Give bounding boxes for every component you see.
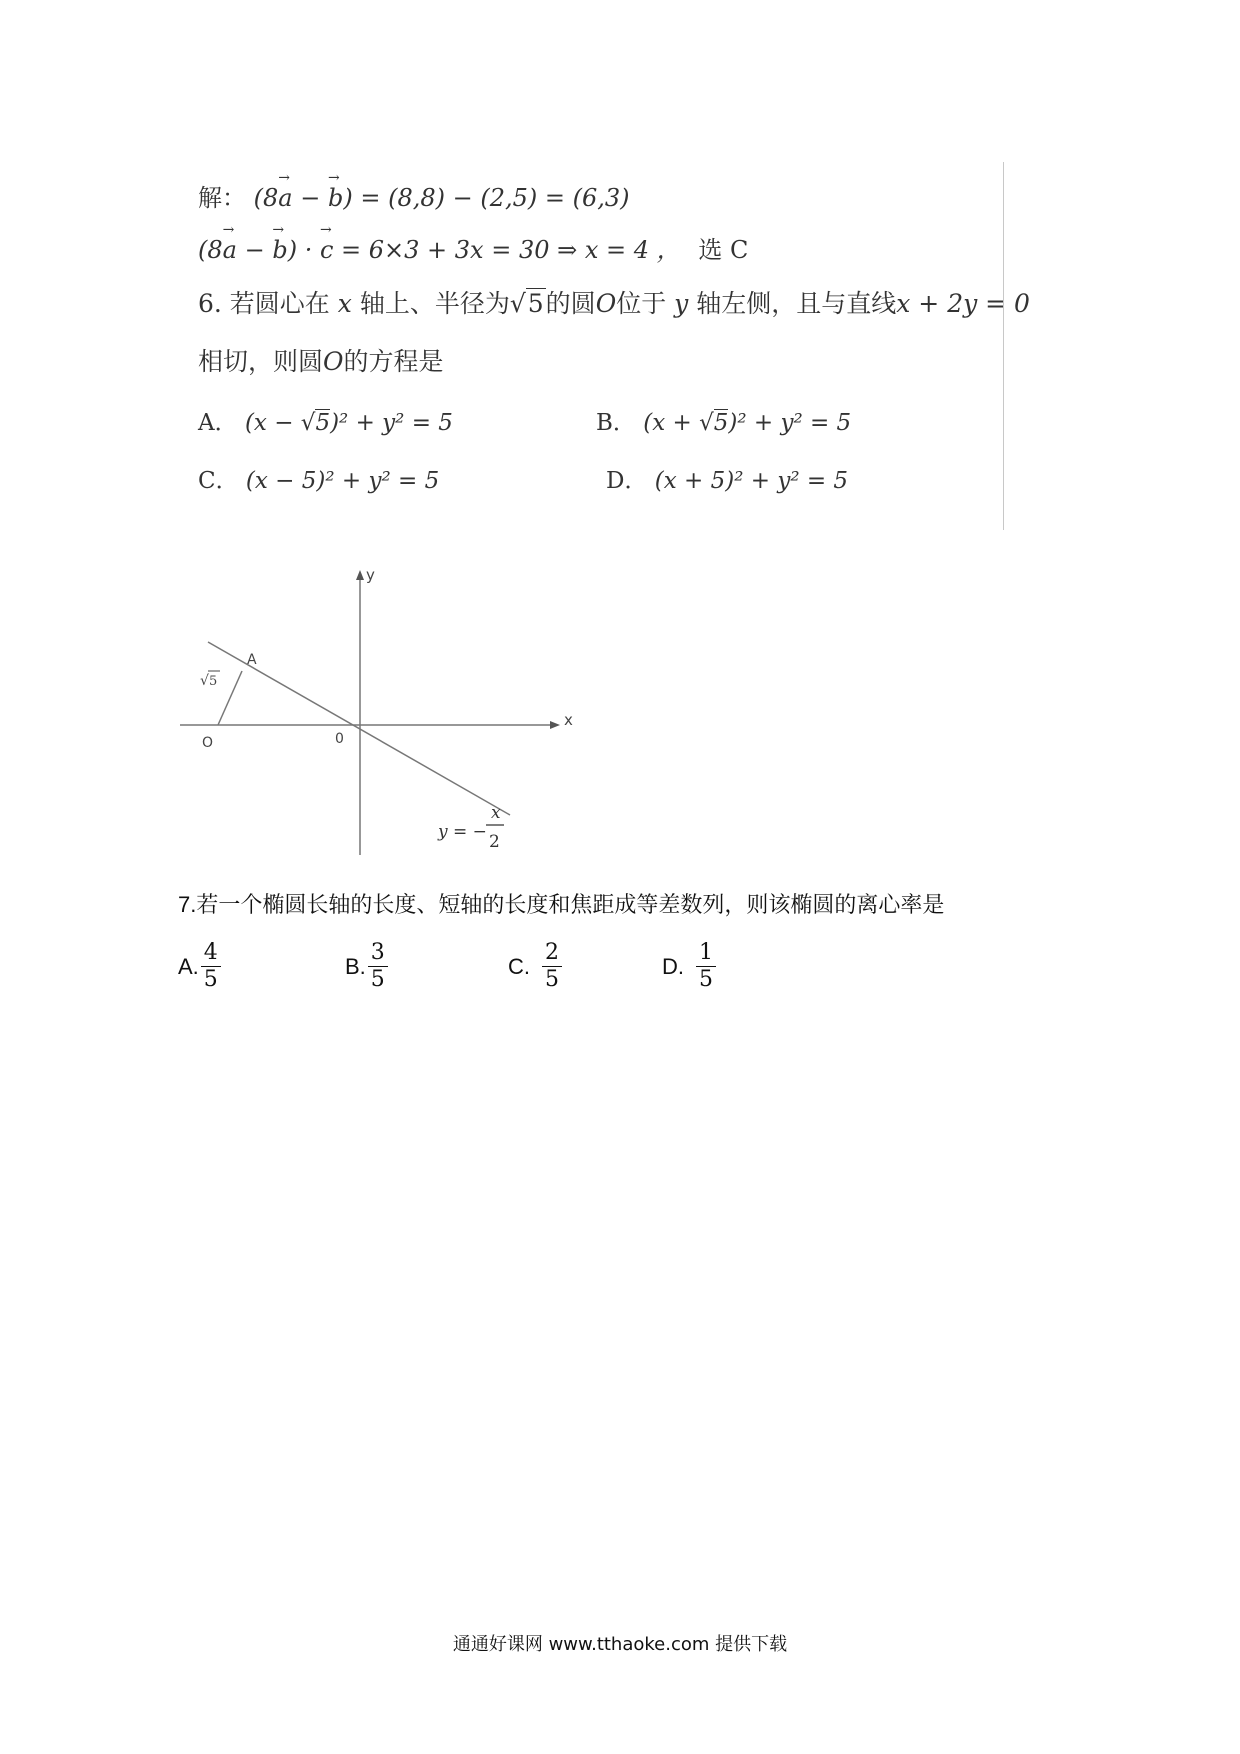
q6-text-line-1: 6. 若圆心在 x 轴上、半径为√5的圆O位于 y 轴左侧，且与直线x + 2y = 0 [198,289,1030,318]
q6-option-a-label: A． [198,410,238,436]
x-label: x [564,711,573,729]
solution-line-1 [198,178,630,213]
q7-c-num: 2 [542,940,562,967]
q6-option-b-post: )² + y² = 5 [728,410,852,436]
solution-prefix: 解： [198,184,246,212]
q7-d-num: 1 [696,940,716,967]
q7-option-a-fraction [201,940,221,993]
sqrt-5: √5 [509,289,544,318]
q6-option-a-pre: (x − [244,410,301,436]
q7-option-d-fraction [696,940,716,993]
q6-option-c-expr: (x − 5)² + y² = 5 [245,468,440,494]
q6-option-c [198,462,439,495]
q6-t1a: 6. 若圆心在 [198,289,330,318]
q7-option-c-fraction [542,940,562,993]
q7-text: 7.若一个椭圆长轴的长度、短轴的长度和焦距成等差数列，则该椭圆的离心率是 [178,892,945,917]
line-label-den: 2 [489,832,500,852]
q7-b-den: 5 [370,967,385,992]
q6-t2: 相切，则圆 [198,347,324,376]
q7-option-b-label: B. [345,953,366,979]
q7-option-c-label: C. [508,953,530,979]
q6-option-a-rad: 5 [315,410,331,436]
q6-t1d: 位于 [616,289,667,318]
q6-option-d-expr: (x + 5)² + y² = 5 [654,468,849,494]
q7-a-den: 5 [203,967,218,992]
y-label: y [366,566,375,584]
scanned-excerpt [198,160,1030,530]
line-label-num: x [491,803,501,823]
q6-t1e: 轴左侧，且与直线 [696,289,897,318]
q6-option-a: A． (x − √5)² + y² = 5 [198,410,453,436]
radius-segment [218,671,242,725]
q7-option-a-label: A. [178,953,199,979]
q7-option-a [178,940,221,993]
q7-option-b [345,940,388,993]
coordinate-graph [170,560,590,870]
q6-option-b: B． (x + √5)² + y² = 5 [596,410,852,436]
q6-option-c-label: C． [198,468,239,494]
q7-option-c [508,940,562,993]
solution-line-2: (8→ a − → b) · → c = 6×3 + 3x = 30 ⇒ x = 4 ， 选 C [198,230,748,265]
q7-c-den: 5 [545,967,559,992]
point-a-label: A [247,652,257,668]
center-label: O [202,735,214,751]
q6-t1b: 轴上、半径为 [359,289,510,318]
footer-credit: 通通好课网 www.tthaoke.com 提供下载 [452,1634,788,1655]
radius-label: 5 [209,674,218,689]
solution-rest-2: = 6×3 + 3x = 30 ⇒ x = 4 ， [333,236,681,264]
scan-edge [1003,162,1004,530]
x-axis-arrow [550,721,560,729]
q7-b-num: 3 [368,940,388,967]
q7-option-b-fraction [368,940,388,993]
q6-option-b-rad: 5 [713,410,729,436]
q7-d-den: 5 [699,967,713,992]
q6-line-eq: x + 2y = 0 [896,289,1030,318]
line-label-pre: y = − [438,822,487,842]
solution-expr-1: (8→ a − → b) = (8,8) − (2,5) = (6,3) [254,184,630,212]
q6-option-a-post: )² + y² = 5 [330,410,453,436]
q6-t2b: 的方程是 [343,347,444,376]
q6-option-b-pre: (x + [643,410,700,436]
q7-a-num: 4 [201,940,221,967]
q6-text-line-2: 相切，则圆O的方程是 [198,347,444,376]
radius-sqrt-sign: √ [200,673,209,689]
solution-pick: 选 C [698,236,749,264]
solution-rest-1: = (8,8) − (2,5) = (6,3) [352,184,630,212]
y-axis-arrow [356,570,364,580]
coef-8: 8 [263,184,279,212]
origin-label: 0 [335,731,344,747]
q6-t1c: 的圆 [545,289,596,318]
q6-option-d-label: D． [606,468,648,494]
q7-option-d [662,940,716,993]
q6-option-d [606,462,848,495]
q7-option-d-label: D. [662,953,684,979]
q6-option-b-label: B． [596,410,636,436]
